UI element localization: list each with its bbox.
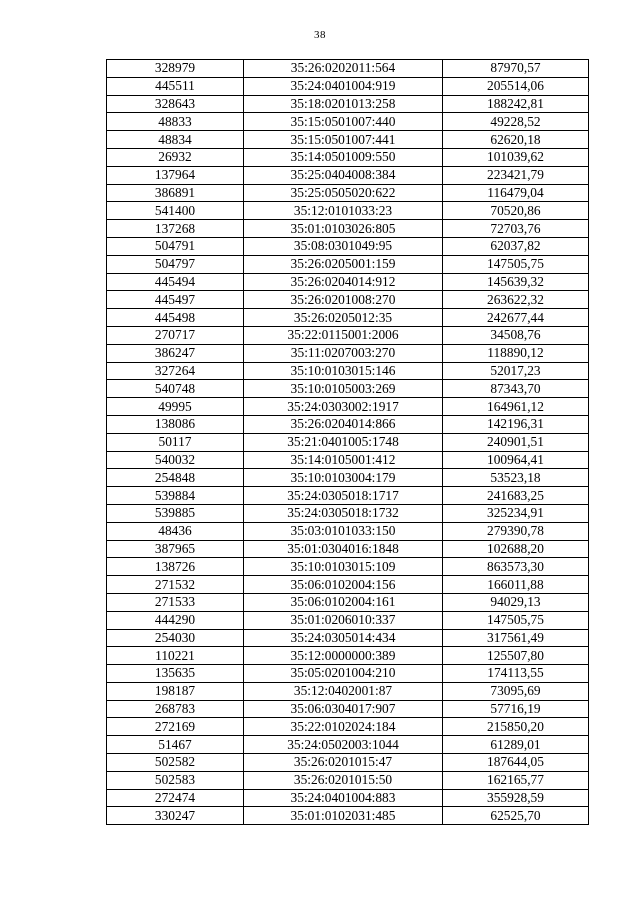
table-row [107,540,589,558]
amount-cell: 215850,20 [443,718,589,736]
table-row [107,487,589,505]
amount-cell: 62525,70 [443,807,589,825]
record-id-cell: 272169 [107,718,244,736]
amount-cell: 164961,12 [443,398,589,416]
table-row [107,754,589,772]
record-id-cell: 330247 [107,807,244,825]
record-id-cell: 271532 [107,576,244,594]
cadastral-number-cell: 35:03:0101033:150 [244,522,443,540]
record-id-cell: 386891 [107,184,244,202]
table-row [107,398,589,416]
table-row [107,184,589,202]
table-row [107,558,589,576]
record-id-cell: 445494 [107,273,244,291]
amount-cell: 147505,75 [443,611,589,629]
record-id-cell: 198187 [107,682,244,700]
record-id-cell: 50117 [107,433,244,451]
cadastral-number-cell: 35:14:0105001:412 [244,451,443,469]
table-row [107,433,589,451]
record-id-cell: 327264 [107,362,244,380]
cadastral-number-cell: 35:22:0115001:2006 [244,326,443,344]
table-row [107,220,589,238]
amount-cell: 223421,79 [443,166,589,184]
amount-cell: 34508,76 [443,326,589,344]
record-id-cell: 138086 [107,415,244,433]
table-row [107,469,589,487]
cadastral-number-cell: 35:15:0501007:441 [244,131,443,149]
amount-cell: 101039,62 [443,148,589,166]
cadastral-number-cell: 35:01:0103026:805 [244,220,443,238]
table-row [107,771,589,789]
table-row [107,237,589,255]
record-id-cell: 502583 [107,771,244,789]
record-id-cell: 138726 [107,558,244,576]
record-id-cell: 48436 [107,522,244,540]
record-id-cell: 504797 [107,255,244,273]
record-id-cell: 48834 [107,131,244,149]
table-row [107,380,589,398]
record-id-cell: 502582 [107,754,244,772]
amount-cell: 162165,77 [443,771,589,789]
cadastral-number-cell: 35:24:0502003:1044 [244,736,443,754]
amount-cell: 102688,20 [443,540,589,558]
table-row [107,77,589,95]
record-id-cell: 445497 [107,291,244,309]
amount-cell: 87343,70 [443,380,589,398]
cadastral-number-cell: 35:26:0204014:866 [244,415,443,433]
table-row [107,576,589,594]
amount-cell: 279390,78 [443,522,589,540]
amount-cell: 62620,18 [443,131,589,149]
amount-cell: 87970,57 [443,60,589,78]
cadastral-number-cell: 35:10:0103015:109 [244,558,443,576]
table-row [107,309,589,327]
table-row [107,682,589,700]
cadastral-number-cell: 35:11:0207003:270 [244,344,443,362]
amount-cell: 355928,59 [443,789,589,807]
amount-cell: 53523,18 [443,469,589,487]
cadastral-number-cell: 35:24:0305018:1717 [244,487,443,505]
cadastral-number-cell: 35:26:0205001:159 [244,255,443,273]
cadastral-number-cell: 35:15:0501007:440 [244,113,443,131]
table-row [107,629,589,647]
table-row [107,700,589,718]
record-id-cell: 254030 [107,629,244,647]
table-row [107,255,589,273]
cadastral-number-cell: 35:08:0301049:95 [244,237,443,255]
amount-cell: 263622,32 [443,291,589,309]
table-row [107,291,589,309]
cadastral-number-cell: 35:10:0103015:146 [244,362,443,380]
table-row [107,148,589,166]
table-row [107,166,589,184]
cadastral-number-cell: 35:10:0103004:179 [244,469,443,487]
amount-cell: 125507,80 [443,647,589,665]
table-row [107,718,589,736]
table-row [107,362,589,380]
cadastral-number-cell: 35:24:0303002:1917 [244,398,443,416]
table-row [107,60,589,78]
table-row [107,665,589,683]
amount-cell: 166011,88 [443,576,589,594]
amount-cell: 118890,12 [443,344,589,362]
table-row [107,326,589,344]
table-row [107,344,589,362]
cadastral-number-cell: 35:25:0505020:622 [244,184,443,202]
cadastral-number-cell: 35:26:0202011:564 [244,60,443,78]
cadastral-number-cell: 35:24:0305014:434 [244,629,443,647]
amount-cell: 73095,69 [443,682,589,700]
record-id-cell: 444290 [107,611,244,629]
record-id-cell: 540032 [107,451,244,469]
table-row [107,113,589,131]
cadastral-number-cell: 35:26:0201015:50 [244,771,443,789]
record-id-cell: 540748 [107,380,244,398]
record-id-cell: 386247 [107,344,244,362]
cadastral-number-cell: 35:26:0201015:47 [244,754,443,772]
table-row [107,647,589,665]
cadastral-number-cell: 35:01:0206010:337 [244,611,443,629]
amount-cell: 187644,05 [443,754,589,772]
cadastral-number-cell: 35:24:0401004:919 [244,77,443,95]
record-id-cell: 539884 [107,487,244,505]
amount-cell: 100964,41 [443,451,589,469]
table-row [107,736,589,754]
cadastral-number-cell: 35:01:0102031:485 [244,807,443,825]
cadastral-number-cell: 35:12:0000000:389 [244,647,443,665]
record-id-cell: 48833 [107,113,244,131]
cadastral-table [106,59,589,825]
amount-cell: 242677,44 [443,309,589,327]
record-id-cell: 445498 [107,309,244,327]
record-id-cell: 541400 [107,202,244,220]
amount-cell: 49228,52 [443,113,589,131]
cadastral-number-cell: 35:14:0501009:550 [244,148,443,166]
amount-cell: 205514,06 [443,77,589,95]
amount-cell: 863573,30 [443,558,589,576]
table-row [107,789,589,807]
record-id-cell: 49995 [107,398,244,416]
cadastral-number-cell: 35:06:0102004:161 [244,593,443,611]
table-row [107,273,589,291]
cadastral-number-cell: 35:01:0304016:1848 [244,540,443,558]
amount-cell: 94029,13 [443,593,589,611]
cadastral-number-cell: 35:12:0402001:87 [244,682,443,700]
record-id-cell: 110221 [107,647,244,665]
record-id-cell: 26932 [107,148,244,166]
amount-cell: 116479,04 [443,184,589,202]
record-id-cell: 254848 [107,469,244,487]
table-row [107,415,589,433]
record-id-cell: 328643 [107,95,244,113]
amount-cell: 72703,76 [443,220,589,238]
record-id-cell: 445511 [107,77,244,95]
amount-cell: 147505,75 [443,255,589,273]
amount-cell: 70520,86 [443,202,589,220]
table-row [107,451,589,469]
cadastral-number-cell: 35:22:0102024:184 [244,718,443,736]
amount-cell: 317561,49 [443,629,589,647]
amount-cell: 325234,91 [443,504,589,522]
table-row [107,522,589,540]
cadastral-number-cell: 35:05:0201004:210 [244,665,443,683]
record-id-cell: 137268 [107,220,244,238]
table-body [107,60,589,825]
record-id-cell: 270717 [107,326,244,344]
cadastral-number-cell: 35:24:0401004:883 [244,789,443,807]
record-id-cell: 328979 [107,60,244,78]
cadastral-number-cell: 35:06:0304017:907 [244,700,443,718]
amount-cell: 145639,32 [443,273,589,291]
amount-cell: 188242,81 [443,95,589,113]
cadastral-number-cell: 35:21:0401005:1748 [244,433,443,451]
cadastral-number-cell: 35:25:0404008:384 [244,166,443,184]
cadastral-number-cell: 35:26:0205012:35 [244,309,443,327]
amount-cell: 52017,23 [443,362,589,380]
amount-cell: 62037,82 [443,237,589,255]
record-id-cell: 271533 [107,593,244,611]
record-id-cell: 137964 [107,166,244,184]
table-row [107,95,589,113]
table-row [107,807,589,825]
amount-cell: 240901,51 [443,433,589,451]
cadastral-number-cell: 35:12:0101033:23 [244,202,443,220]
amount-cell: 174113,55 [443,665,589,683]
amount-cell: 241683,25 [443,487,589,505]
cadastral-number-cell: 35:18:0201013:258 [244,95,443,113]
cadastral-number-cell: 35:26:0201008:270 [244,291,443,309]
record-id-cell: 387965 [107,540,244,558]
table-row [107,131,589,149]
table-row [107,202,589,220]
cadastral-number-cell: 35:10:0105003:269 [244,380,443,398]
table-row [107,504,589,522]
amount-cell: 142196,31 [443,415,589,433]
record-id-cell: 504791 [107,237,244,255]
table-row [107,593,589,611]
record-id-cell: 268783 [107,700,244,718]
cadastral-number-cell: 35:24:0305018:1732 [244,504,443,522]
cadastral-number-cell: 35:26:0204014:912 [244,273,443,291]
record-id-cell: 272474 [107,789,244,807]
cadastral-number-cell: 35:06:0102004:156 [244,576,443,594]
page-number: 38 [314,29,326,41]
record-id-cell: 135635 [107,665,244,683]
amount-cell: 57716,19 [443,700,589,718]
record-id-cell: 51467 [107,736,244,754]
amount-cell: 61289,01 [443,736,589,754]
record-id-cell: 539885 [107,504,244,522]
table-row [107,611,589,629]
